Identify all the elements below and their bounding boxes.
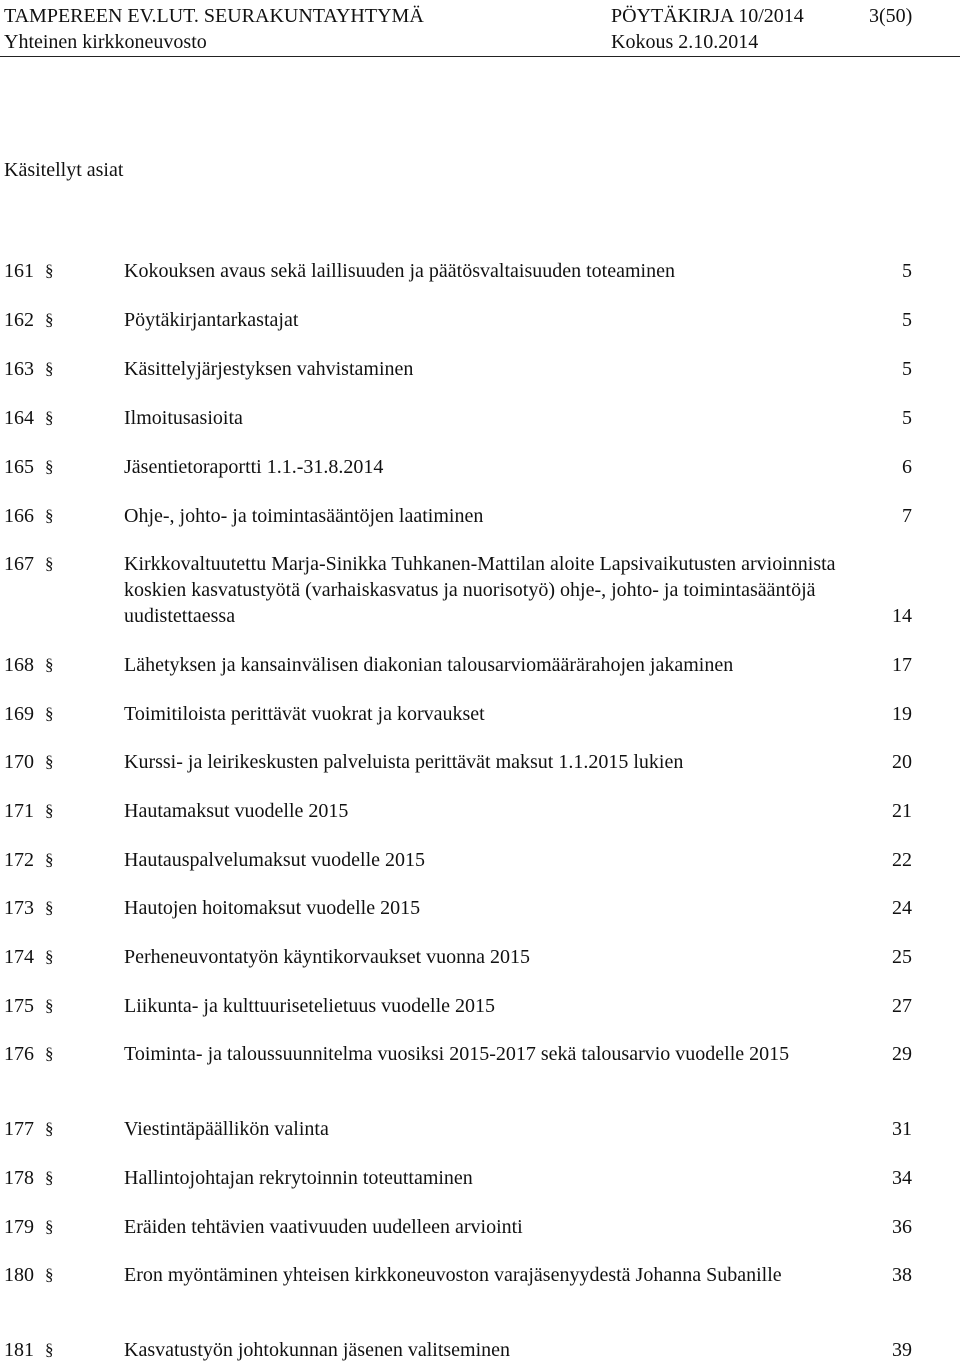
item-title: Toiminta- ja taloussuunnitelma vuosiksi 2015-2017 sekä talousarvio vuodelle 2015	[124, 1043, 790, 1065]
item-page-number: 27	[892, 995, 912, 1017]
toc-item	[0, 1041, 960, 1067]
section-mark: §	[45, 408, 54, 427]
section-mark: §	[45, 1265, 54, 1284]
item-title: Eräiden tehtävien vaativuuden uudelleen arviointi	[124, 1216, 523, 1238]
toc-item	[0, 551, 960, 629]
item-page-number: 25	[892, 946, 912, 968]
item-title: Kokouksen avaus sekä laillisuuden ja päätösvaltaisuuden toteaminen	[124, 260, 675, 282]
item-title: Jäsentietoraportti 1.1.-31.8.2014	[124, 456, 384, 478]
item-page-number: 38	[892, 1264, 912, 1286]
toc-item	[0, 749, 960, 775]
item-number: 179	[4, 1216, 34, 1238]
item-title: Hautamaksut vuodelle 2015	[124, 800, 349, 822]
section-mark: §	[45, 898, 54, 917]
toc-item	[0, 356, 960, 382]
section-mark: §	[45, 704, 54, 723]
item-number: 170	[4, 751, 34, 773]
item-page-number: 20	[892, 751, 912, 773]
section-mark: §	[45, 996, 54, 1015]
item-page-number: 5	[902, 407, 912, 429]
toc-item	[0, 701, 960, 727]
header-divider	[0, 56, 960, 57]
item-number: 167	[4, 553, 34, 575]
section-mark: §	[45, 1340, 54, 1359]
item-title: Kirkkovaltuutettu Marja-Sinikka Tuhkanen-Mattilan aloite Lapsivaikutusten arvioinnista koskien kasvatustyötä (varhaiskasvatus ja nuorisotyö) ohje-, johto- ja toimintasääntöjä uudistettaessa	[124, 553, 836, 627]
item-number: 177	[4, 1118, 34, 1140]
toc-item	[0, 847, 960, 873]
item-number: 180	[4, 1264, 34, 1286]
item-number: 178	[4, 1167, 34, 1189]
item-page-number: 34	[892, 1167, 912, 1189]
section-mark: §	[45, 457, 54, 476]
item-title: Liikunta- ja kulttuurisetelietuus vuodelle 2015	[124, 995, 496, 1017]
item-page-number: 5	[902, 309, 912, 331]
section-mark: §	[45, 261, 54, 280]
item-number: 165	[4, 456, 34, 478]
toc-item	[0, 652, 960, 678]
item-page-number: 19	[892, 703, 912, 725]
toc-item	[0, 944, 960, 970]
item-title: Hallintojohtajan rekrytoinnin toteuttaminen	[124, 1167, 473, 1189]
section-mark: §	[45, 801, 54, 820]
item-number: 169	[4, 703, 34, 725]
item-number: 175	[4, 995, 34, 1017]
item-page-number: 39	[892, 1339, 912, 1361]
toc-item	[0, 1337, 960, 1363]
item-title: Eron myöntäminen yhteisen kirkkoneuvoston varajäsenyydestä Johanna Subanille	[124, 1264, 782, 1286]
toc-item	[0, 993, 960, 1019]
item-title: Käsittelyjärjestyksen vahvistaminen	[124, 358, 414, 380]
section-mark: §	[45, 359, 54, 378]
item-page-number: 5	[902, 358, 912, 380]
toc-item	[0, 1262, 960, 1288]
section-mark: §	[45, 1168, 54, 1187]
item-page-number: 22	[892, 849, 912, 871]
section-mark: §	[45, 947, 54, 966]
item-number: 174	[4, 946, 34, 968]
toc-item	[0, 1214, 960, 1240]
item-page-number: 7	[902, 505, 912, 527]
item-title: Kurssi- ja leirikeskusten palveluista perittävät maksut 1.1.2015 lukien	[124, 751, 684, 773]
header-meeting: Kokous 2.10.2014	[611, 31, 759, 53]
section-mark: §	[45, 1119, 54, 1138]
item-title: Kasvatustyön johtokunnan jäsenen valitseminen	[124, 1339, 511, 1361]
item-page-number: 31	[892, 1118, 912, 1140]
item-page-number: 14	[892, 605, 912, 627]
item-number: 161	[4, 260, 34, 282]
item-title: Hautauspalvelumaksut vuodelle 2015	[124, 849, 426, 871]
toc-item	[0, 798, 960, 824]
item-number: 168	[4, 654, 34, 676]
item-title: Ohje-, johto- ja toimintasääntöjen laatiminen	[124, 505, 484, 527]
item-number: 163	[4, 358, 34, 380]
section-mark: §	[45, 554, 54, 573]
toc-item	[0, 258, 960, 284]
item-number: 162	[4, 309, 34, 331]
section-mark: §	[45, 752, 54, 771]
toc-item	[0, 503, 960, 529]
item-title: Hautojen hoitomaksut vuodelle 2015	[124, 897, 421, 919]
item-page-number: 5	[902, 260, 912, 282]
toc-item	[0, 405, 960, 431]
item-number: 172	[4, 849, 34, 871]
toc-item	[0, 307, 960, 333]
header-organization: TAMPEREEN EV.LUT. SEURAKUNTAYHTYMÄ	[4, 5, 424, 27]
item-title: Ilmoitusasioita	[124, 407, 243, 429]
item-title: Toimitiloista perittävät vuokrat ja korvaukset	[124, 703, 485, 725]
section-mark: §	[45, 310, 54, 329]
item-page-number: 29	[892, 1043, 912, 1065]
item-page-number: 24	[892, 897, 912, 919]
toc-item	[0, 454, 960, 480]
toc-item	[0, 1165, 960, 1191]
item-page-number: 17	[892, 654, 912, 676]
toc-item	[0, 1116, 960, 1142]
item-page-number: 6	[902, 456, 912, 478]
section-mark: §	[45, 506, 54, 525]
item-number: 164	[4, 407, 34, 429]
header-page-number: 3(50)	[869, 5, 913, 27]
item-title: Lähetyksen ja kansainvälisen diakonian talousarviomäärärahojen jakaminen	[124, 654, 734, 676]
item-page-number: 21	[892, 800, 912, 822]
item-number: 171	[4, 800, 34, 822]
item-page-number: 36	[892, 1216, 912, 1238]
item-number: 173	[4, 897, 34, 919]
toc-item	[0, 895, 960, 921]
section-mark: §	[45, 1044, 54, 1063]
item-title: Pöytäkirjantarkastajat	[124, 309, 299, 331]
section-title: Käsitellyt asiat	[4, 159, 124, 181]
section-mark: §	[45, 1217, 54, 1236]
item-title: Viestintäpäällikön valinta	[124, 1118, 329, 1140]
item-title: Perheneuvontatyön käyntikorvaukset vuonna 2015	[124, 946, 531, 968]
item-number: 181	[4, 1339, 34, 1361]
item-number: 176	[4, 1043, 34, 1065]
item-number: 166	[4, 505, 34, 527]
header-body: Yhteinen kirkkoneuvosto	[4, 31, 207, 53]
section-mark: §	[45, 655, 54, 674]
header-document: PÖYTÄKIRJA 10/2014	[611, 5, 804, 27]
section-mark: §	[45, 850, 54, 869]
